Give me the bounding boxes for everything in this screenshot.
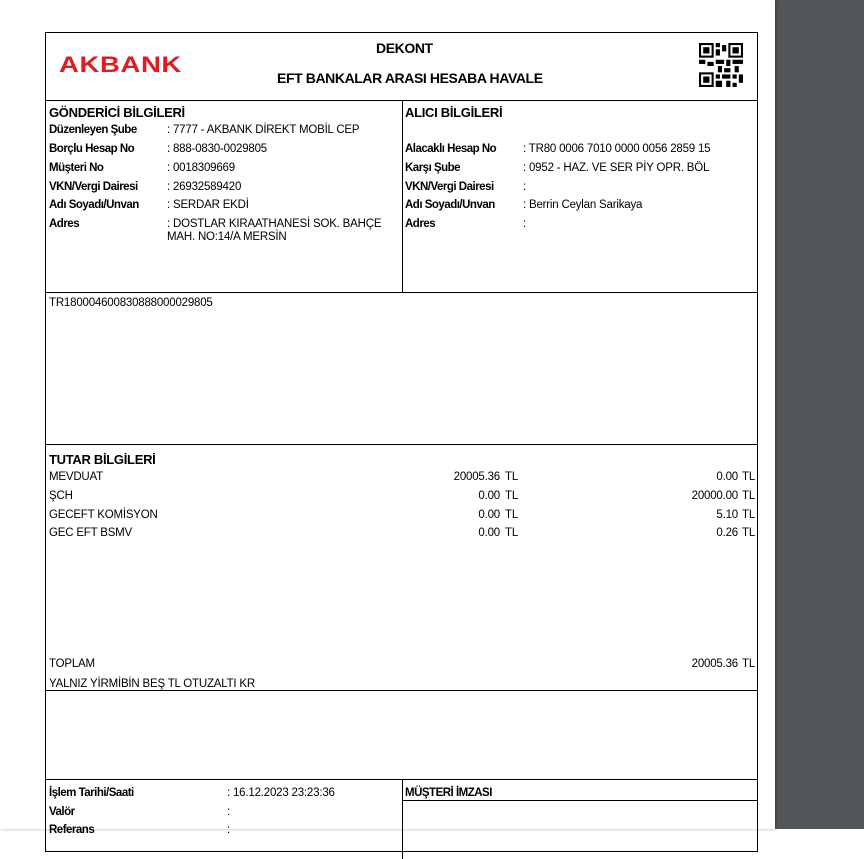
receipt-frame [45, 32, 758, 852]
amount-credit: 0.26 [716, 527, 738, 539]
amount-currency: TL [742, 527, 756, 539]
amount-credit: 0.00 [716, 471, 738, 483]
sender-label: Müşteri No [49, 162, 104, 174]
footer-label: Referans [49, 824, 95, 836]
amount-row-name: ŞCH [49, 490, 73, 502]
sender-value: : 888-0830-0029805 [167, 143, 267, 155]
receiver-value: : 0952 - HAZ. VE SER PİY OPR. BÖL [523, 162, 710, 174]
amount-credit: 5.10 [716, 509, 738, 521]
amount-currency: TL [505, 527, 519, 539]
sender-value: : SERDAR EKDİ [167, 199, 249, 211]
receiver-label: Karşı Şube [405, 162, 461, 174]
sender-label: Düzenleyen Şube [49, 124, 137, 136]
divider [46, 690, 757, 691]
sender-value: : 7777 - AKBANK DİREKT MOBİL CEP [167, 124, 360, 136]
amount-currency: TL [505, 509, 519, 521]
sender-address-line2: MAH. NO:14/A MERSİN [167, 231, 287, 243]
receiver-label: Alacaklı Hesap No [405, 143, 497, 155]
receiver-value: : [523, 218, 526, 230]
amount-currency: TL [742, 509, 756, 521]
signature-heading: MÜŞTERİ İMZASI [405, 787, 492, 799]
amount-row-name: MEVDUAT [49, 471, 103, 483]
document-subtitle: EFT BANKALAR ARASI HESABA HAVALE [277, 70, 543, 86]
sender-label: VKN/Vergi Dairesi [49, 181, 138, 193]
sender-value: : 26932589420 [167, 181, 242, 193]
total-value: 20005.36 [691, 658, 738, 670]
amount-currency: TL [742, 490, 756, 502]
amount-row-name: GECEFT KOMİSYON [49, 509, 158, 521]
footer-label: Valör [49, 806, 75, 818]
receiver-value: : [523, 181, 526, 193]
divider [46, 444, 757, 445]
footer-value: : 16.12.2023 23:23:36 [227, 787, 335, 799]
amount-currency: TL [505, 471, 519, 483]
qr-code-icon [699, 43, 743, 87]
document-title: DEKONT [376, 40, 433, 56]
amount-credit: 20000.00 [691, 490, 738, 502]
amount-row-name: GEC EFT BSMV [49, 527, 133, 539]
footer-label: İşlem Tarihi/Saati [49, 787, 134, 799]
sender-label: Adı Soyadı/Unvan [49, 199, 139, 211]
sender-value: : 0018309669 [167, 162, 235, 174]
sender-value: : DOSTLAR KIRAATHANESİ SOK. BAHÇE [167, 218, 382, 230]
divider [402, 779, 403, 859]
footer-value: : [227, 824, 230, 836]
transaction-description: TR180004600830888000029805 [49, 297, 213, 309]
receiver-label: Adı Soyadı/Unvan [405, 199, 495, 211]
divider [402, 100, 403, 292]
receiver-heading: ALICI BİLGİLERİ [405, 105, 503, 120]
total-label: TOPLAM [49, 658, 95, 670]
divider [46, 292, 757, 293]
receiver-label: VKN/Vergi Dairesi [405, 181, 494, 193]
amount-in-words: YALNIZ YİRMİBİN BEŞ TL OTUZALTI KR [49, 678, 255, 690]
amount-debit: 20005.36 [453, 471, 500, 483]
sender-label: Adres [49, 218, 80, 230]
sender-label: Borçlu Hesap No [49, 143, 135, 155]
viewer-background [775, 0, 864, 829]
sender-heading: GÖNDERİCİ BİLGİLERİ [49, 105, 185, 120]
total-currency: TL [742, 658, 756, 670]
divider [402, 800, 757, 801]
amount-debit: 0.00 [478, 509, 500, 521]
amounts-heading: TUTAR BİLGİLERİ [49, 452, 156, 467]
amount-currency: TL [742, 471, 756, 483]
receiver-value: : Berrin Ceylan Sarikaya [523, 199, 643, 211]
akbank-logo: AKBANK [59, 52, 182, 77]
receiver-label: Adres [405, 218, 436, 230]
amount-debit: 0.00 [478, 490, 500, 502]
receiver-value: : TR80 0006 7010 0000 0056 2859 15 [523, 143, 711, 155]
footer-value: : [227, 806, 230, 818]
amount-debit: 0.00 [478, 527, 500, 539]
amount-currency: TL [505, 490, 519, 502]
